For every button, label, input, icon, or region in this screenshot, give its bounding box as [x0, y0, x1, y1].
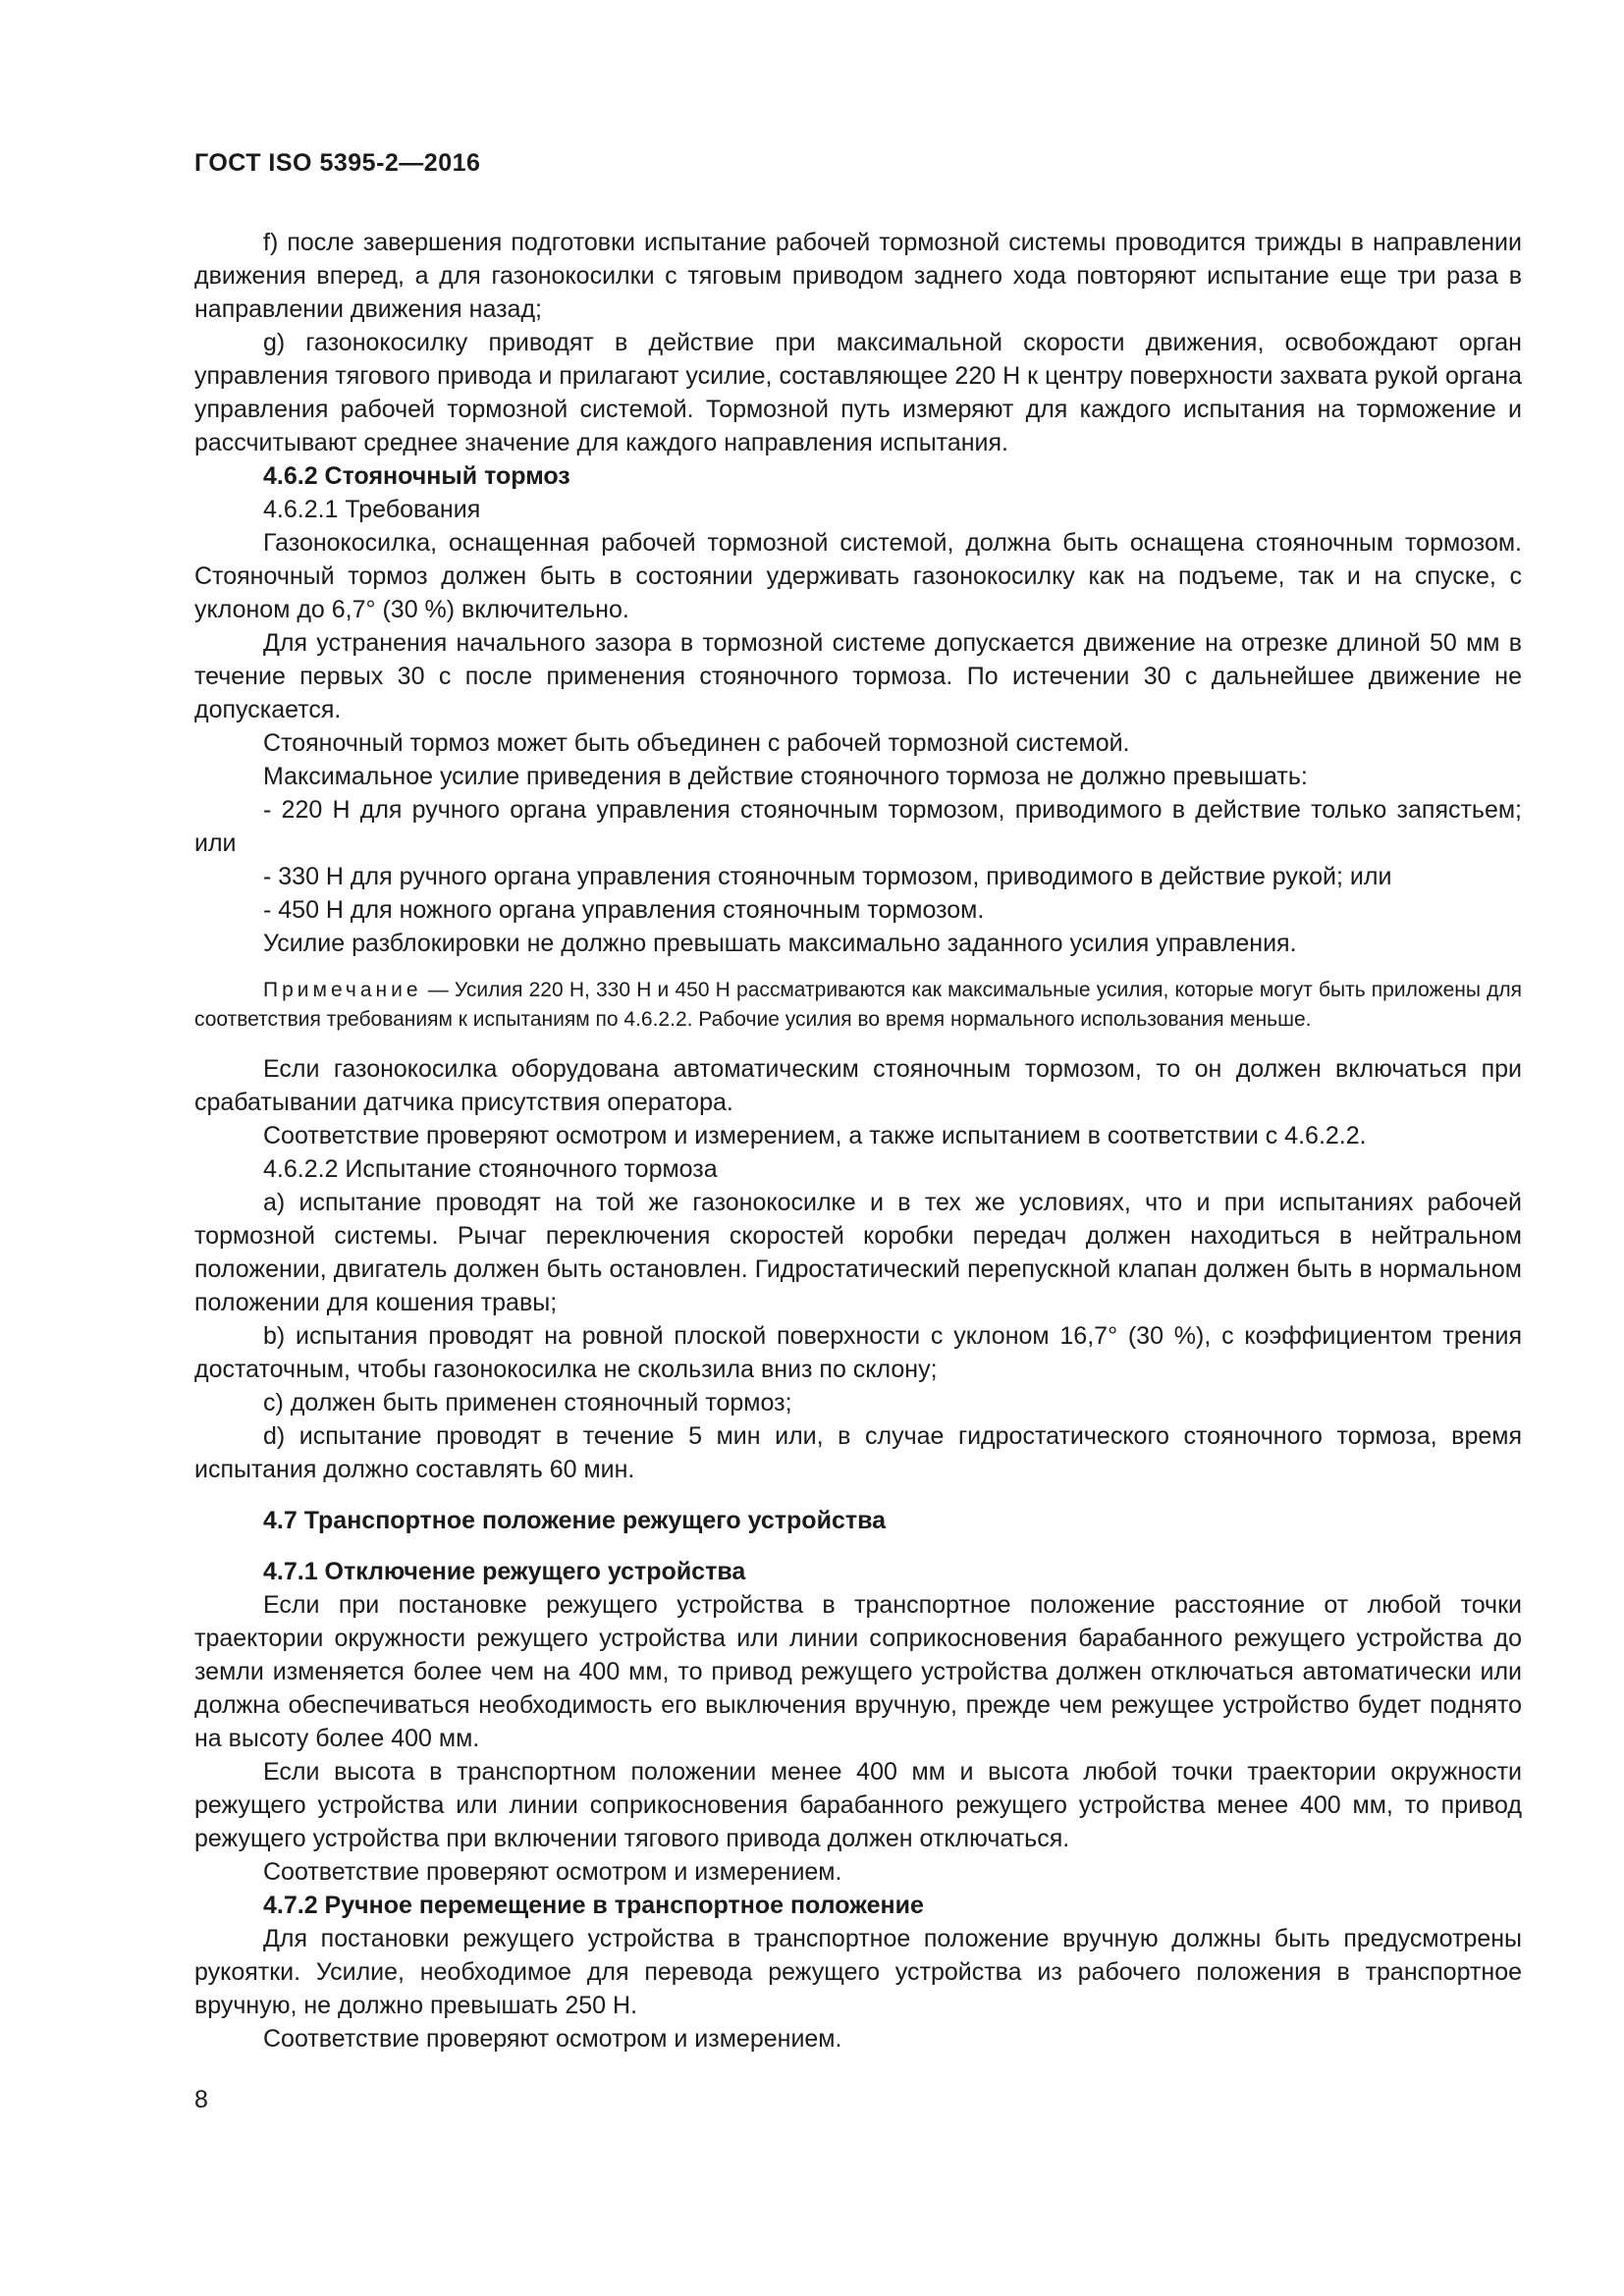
paragraph-g: g) газонокосилку приводят в действие при максимальной скорости движения, освобождают орган управления тягового привода и прилагают усилие, составляющее 220 Н к центру поверхности захвата рукой органа управления рабочей тормозной системой. Тормозной путь измеряют для каждого испытания на торможение и рассчитывают среднее значение для каждого направления испытания.: [194, 329, 1522, 456]
paragraph-a: a) испытание проводят на той же газонокосилке и в тех же условиях, что и при испытаниях рабочей тормозной системы. Рычаг переключения скоростей коробки передач должен находиться в нейтральном положении, двигатель должен быть остановлен. Гидростатический перепускной клапан должен быть в нормальном положении для кошения травы;: [194, 1189, 1522, 1316]
paragraph: Для постановки режущего устройства в транспортное положение вручную должны быть предусмотрены рукоятки. Усилие, необходимое для перевода режущего устройства из рабочего положения в транспортное вручную, не должно превышать 250 Н.: [194, 1925, 1522, 2019]
paragraph: Максимальное усилие приведения в действие стояночного тормоза не должно превышать:: [263, 763, 1308, 790]
section-heading-4-7-2: 4.7.2 Ручное перемещение в транспортное положение: [263, 1892, 924, 1919]
paragraph-c: c) должен быть применен стояночный тормоз;: [263, 1389, 792, 1416]
page-number: 8: [194, 2086, 208, 2113]
paragraph: Соответствие проверяют осмотром и измерением.: [263, 2025, 842, 2053]
list-item: - 330 Н для ручного органа управления стояночным тормозом, приводимого в действие рукой; или: [263, 863, 1392, 890]
document-body: [194, 226, 1522, 2056]
paragraph: Если высота в транспортном положении менее 400 мм и высота любой точки траектории окружности режущего устройства или линии соприкосновения барабанного режущего устройства менее 400 мм, то привод режущего устройства при включении тягового привода должен отключаться.: [194, 1758, 1522, 1852]
paragraph: Соответствие проверяют осмотром и измерением, а также испытанием в соответствии с 4.6.2.2.: [263, 1122, 1367, 1149]
note-text: — Усилия 220 Н, 330 Н и 450 Н рассматриваются как максимальные усилия, которые могут быть приложены для соответствия требованиям к испытаниям по 4.6.2.2. Рабочие усилия во время нормального использования меньше.: [194, 979, 1522, 1031]
document-header: ГОСТ ISO 5395-2—2016: [194, 149, 481, 177]
paragraph: Соответствие проверяют осмотром и измерением.: [263, 1858, 842, 1886]
paragraph-d: d) испытание проводят в течение 5 мин или, в случае гидростатического стояночного тормоза, время испытания должно составлять 60 мин.: [194, 1422, 1522, 1483]
section-heading-4-6-2: 4.6.2 Стояночный тормоз: [263, 462, 570, 490]
paragraph: Для устранения начального зазора в тормозной системе допускается движение на отрезке длиной 50 мм в течение первых 30 с после применения стояночного тормоза. По истечении 30 с дальнейшее движение не допускается.: [194, 629, 1522, 723]
list-item: - 220 Н для ручного органа управления стояночным тормозом, приводимого в действие только запястьем; или: [194, 796, 1522, 857]
note: [194, 976, 1522, 1035]
section-heading-4-7: 4.7 Транспортное положение режущего устройства: [263, 1507, 887, 1534]
note-label: Примечание: [263, 979, 422, 1001]
paragraph: Газонокосилка, оснащенная рабочей тормозной системой, должна быть оснащена стояночным тормозом. Стояночный тормоз должен быть в состоянии удерживать газонокосилку как на подъеме, так и на спуске, с уклоном до 6,7° (30 %) включительно.: [194, 529, 1522, 623]
subsection-heading-4-6-2-2: 4.6.2.2 Испытание стояночного тормоза: [263, 1155, 718, 1183]
paragraph: Если при постановке режущего устройства в транспортное положение расстояние от любой точки траектории окружности режущего устройства или линии соприкосновения барабанного режущего устройства до земли изменяется более чем на 400 мм, то привод режущего устройства должен отключаться автоматически или должна обеспечиваться необходимость его выключения вручную, прежде чем режущее устройство будет поднято на высоту более 400 мм.: [194, 1591, 1522, 1752]
paragraph-b: b) испытания проводят на ровной плоской поверхности с уклоном 16,7° (30 %), с коэффициентом трения достаточным, чтобы газонокосилка не скользила вниз по склону;: [194, 1322, 1522, 1383]
paragraph: Если газонокосилка оборудована автоматическим стояночным тормозом, то он должен включаться при срабатывании датчика присутствия оператора.: [194, 1055, 1522, 1116]
list-item: - 450 Н для ножного органа управления стояночным тормозом.: [263, 896, 985, 924]
subsection-heading-4-6-2-1: 4.6.2.1 Требования: [263, 496, 481, 523]
paragraph-f: f) после завершения подготовки испытание рабочей тормозной системы проводится трижды в направлении движения вперед, а для газонокосилки с тяговым приводом заднего хода повторяют испытание еще три раза в направлении движения назад;: [194, 229, 1522, 323]
paragraph: Усилие разблокировки не должно превышать максимально заданного усилия управления.: [263, 930, 1297, 957]
section-heading-4-7-1: 4.7.1 Отключение режущего устройства: [263, 1558, 746, 1585]
paragraph: Стояночный тормоз может быть объединен с рабочей тормозной системой.: [263, 729, 1130, 757]
